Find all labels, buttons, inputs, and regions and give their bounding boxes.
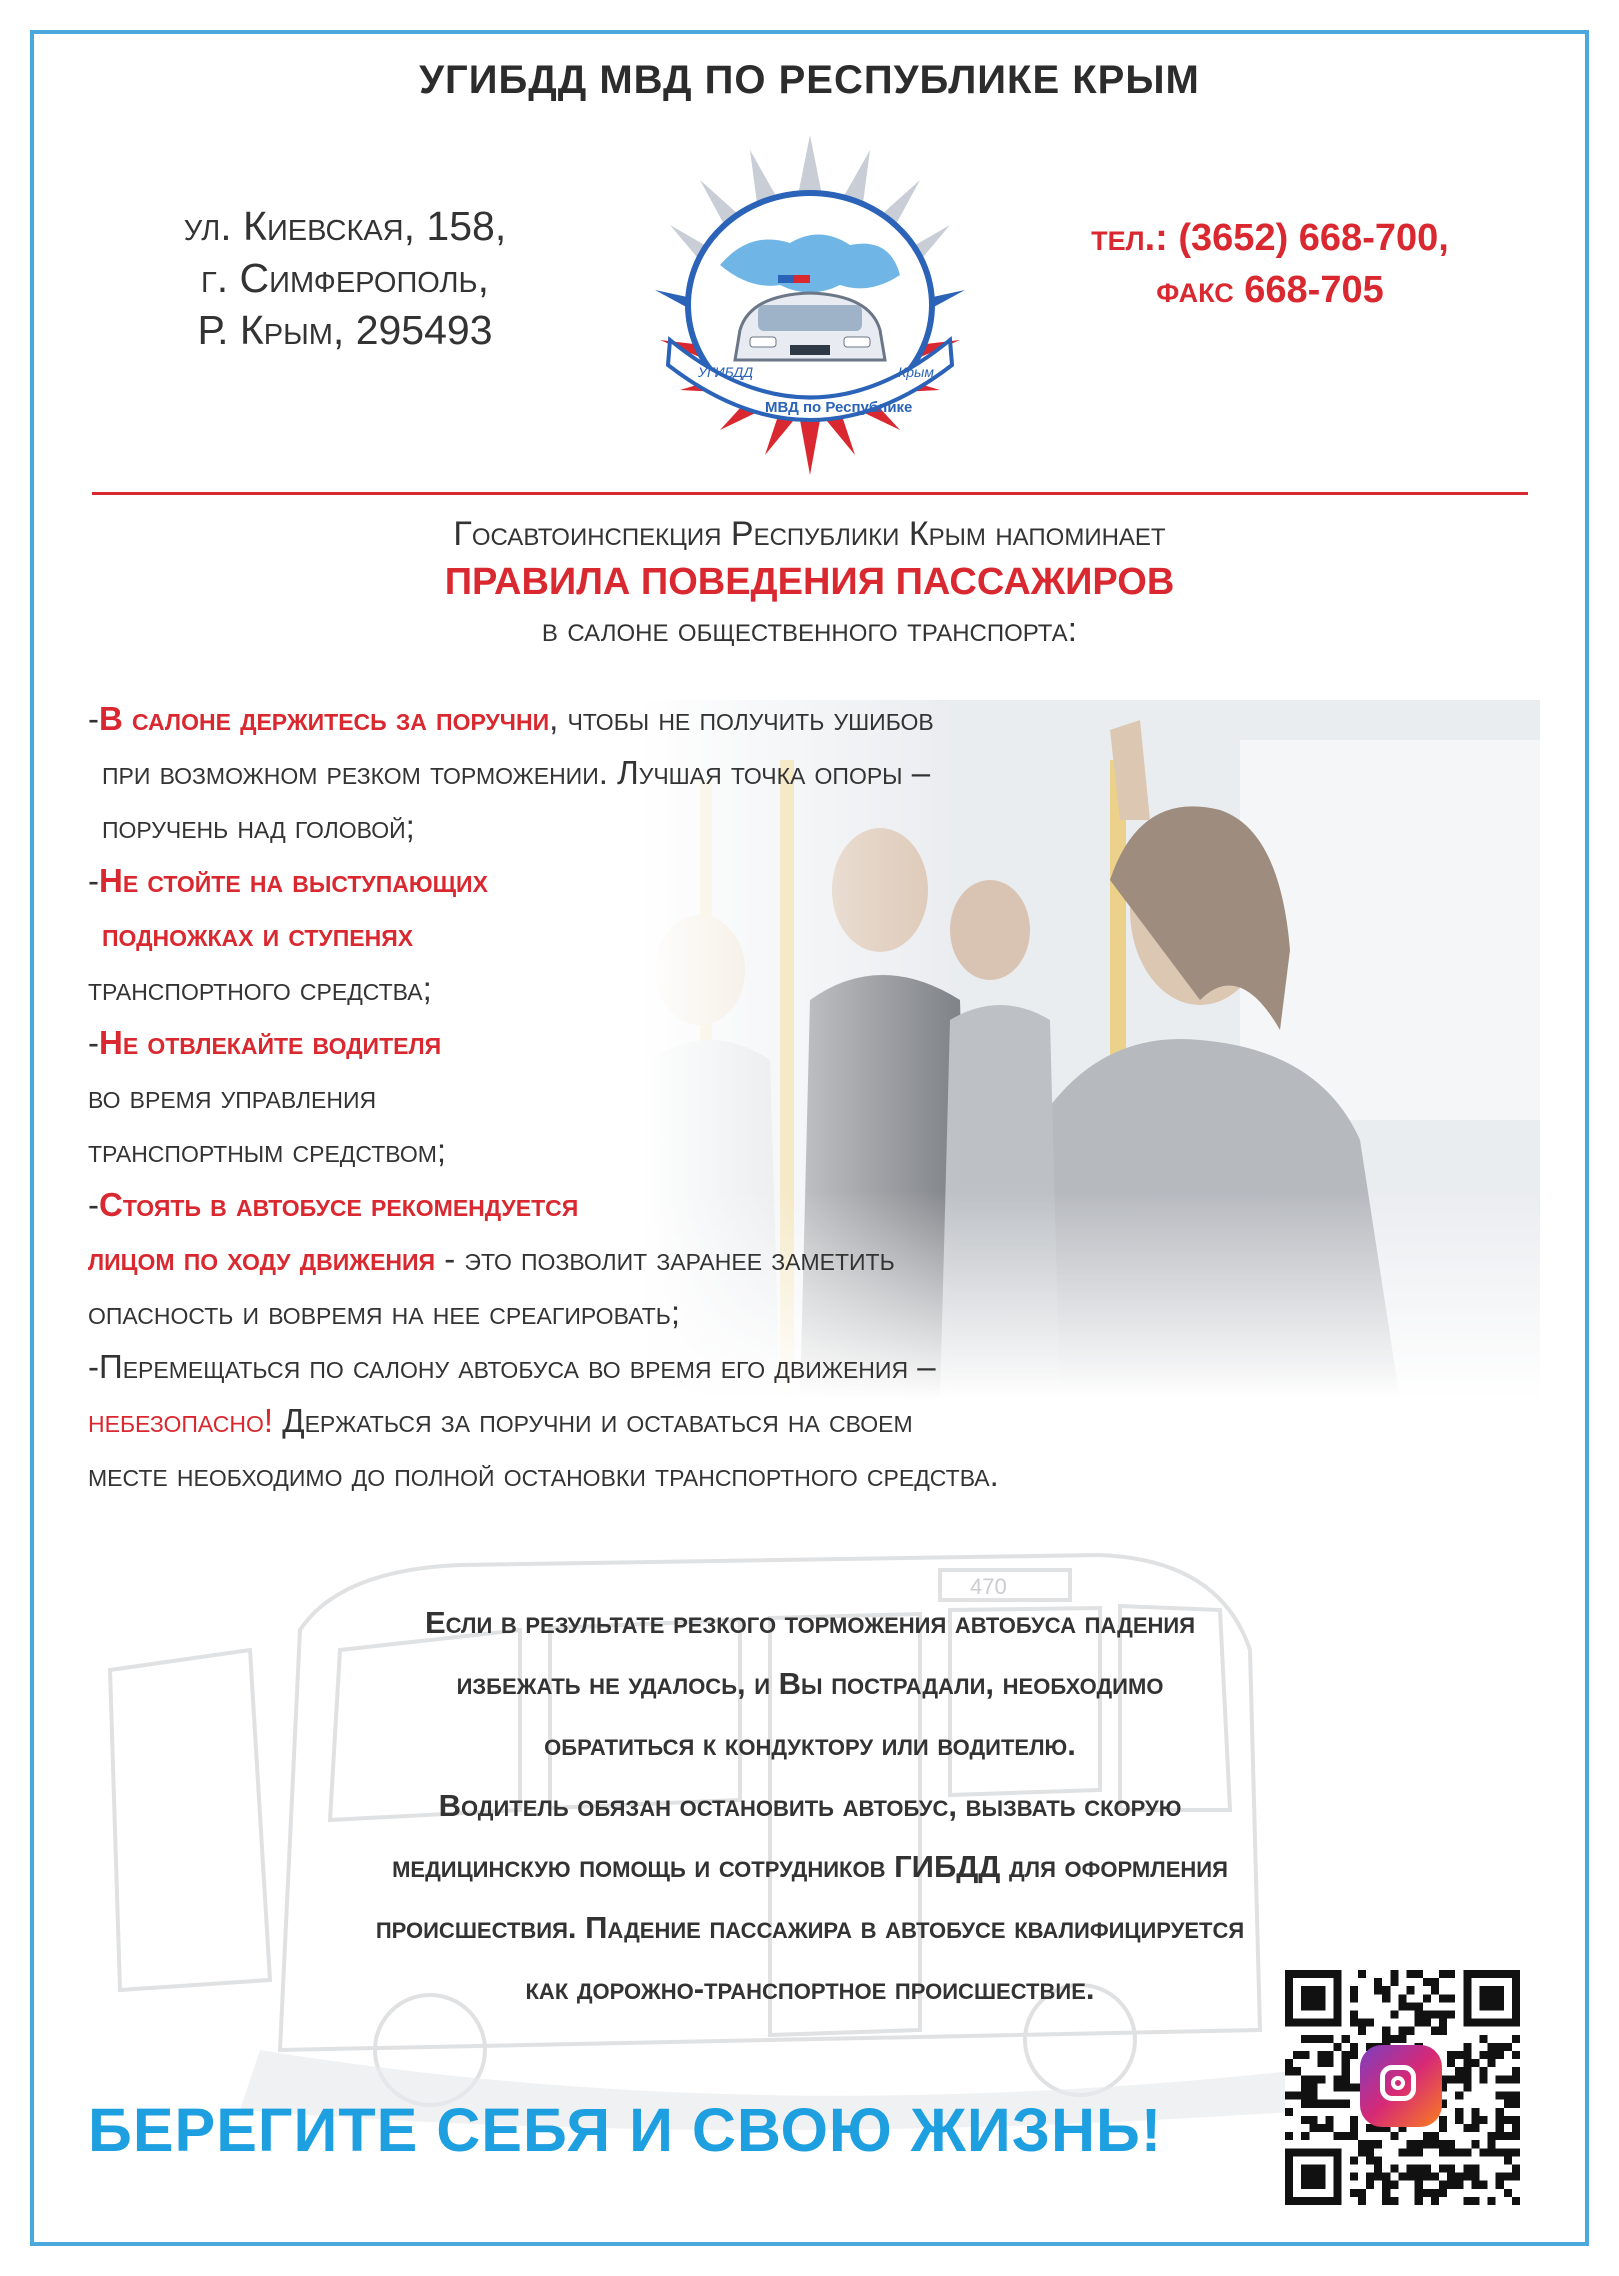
rule-dash: - — [88, 1024, 99, 1061]
rule-highlight: лицом по ходу движения — [88, 1240, 436, 1277]
rule-item — [88, 1016, 1568, 1070]
notice-line: как дорожно-транспортное происшествие. — [525, 1971, 1095, 2006]
rule-item — [88, 854, 1568, 908]
rule-text: Держаться за поручни и оставаться на своем — [273, 1402, 913, 1439]
rule-item — [88, 1178, 1568, 1232]
rule-highlight: Стоять в автобусе рекомендуется — [99, 1186, 579, 1223]
rule-text: во время управления — [88, 1078, 377, 1115]
notice-line: медицинскую помощь и сотрудников ГИБДД для оформления — [392, 1849, 1228, 1884]
intro-subline: в салоне общественного транспорта: — [541, 611, 1078, 649]
rule-item — [88, 1232, 1568, 1286]
rule-text: поручень над головой; — [102, 808, 415, 845]
contacts-block — [1010, 212, 1530, 316]
notice-line: обратиться к кондуктору или водителю. — [544, 1727, 1076, 1762]
rules-list — [88, 692, 1568, 1502]
address-block — [95, 200, 595, 356]
rule-text: - это позволит заранее заметить — [435, 1240, 895, 1277]
rule-item — [88, 692, 1568, 746]
rule-dash: - — [88, 700, 99, 737]
page-title: УГИБДД МВД ПО РЕСПУБЛИКЕ КРЫМ — [419, 58, 1200, 102]
rule-item — [88, 1394, 1568, 1448]
address-street: ул. Киевская, 158, — [183, 203, 507, 249]
rule-text: транспортным средством; — [88, 1132, 447, 1169]
header-divider — [92, 492, 1528, 495]
rule-text: опасность и вовремя на нее среагировать; — [88, 1294, 681, 1331]
instagram-icon[interactable] — [1360, 2045, 1442, 2127]
address-region: Р. Крым, 295493 — [197, 307, 493, 353]
accident-notice — [100, 1592, 1520, 2019]
rules-heading: ПРАВИЛА ПОВЕДЕНИЯ ПАССАЖИРОВ — [444, 561, 1175, 603]
notice-line: избежать не удалось, и Вы пострадали, необходимо — [456, 1666, 1164, 1701]
fax-number: факс 668-705 — [1156, 269, 1384, 311]
rule-text: -Перемещаться по салону автобуса во время его движения – — [88, 1348, 936, 1385]
rule-highlight: Не стойте на выступающих — [99, 862, 488, 899]
intro-line: Госавтоинспекция Республики Крым напоминает — [453, 515, 1166, 553]
address-city: г. Симферополь, — [201, 255, 489, 301]
emblem-left-text: УГИБДД — [698, 364, 754, 380]
rule-highlight: подножках и ступенях — [102, 916, 414, 953]
rule-highlight: В салоне держитесь за поручни — [99, 700, 550, 737]
notice-line: происшествия. Падение пассажира в автобусе квалифицируется — [375, 1910, 1245, 1945]
rule-highlight: Не отвлекайте водителя — [99, 1024, 442, 1061]
rule-text: транспортного средства; — [88, 970, 432, 1007]
footer-slogan: БЕРЕГИТЕ СЕБЯ И СВОЮ ЖИЗНЬ! — [88, 2096, 1163, 2164]
notice-line: Если в результате резкого торможения автобуса падения — [424, 1605, 1195, 1640]
rule-text: при возможном резком торможении. Лучшая точка опоры – — [102, 754, 931, 791]
rule-dash: - — [88, 1186, 99, 1223]
emblem-right-text: Крым — [898, 364, 934, 380]
phone-number: тел.: (3652) 668-700, — [1091, 217, 1449, 259]
ugibdd-emblem — [600, 125, 1020, 485]
rule-text: , чтобы не получить ушибов — [549, 700, 934, 737]
intro-block — [0, 510, 1619, 654]
emblem-center-text: МВД по Республике — [765, 399, 913, 416]
notice-line: Водитель обязан остановить автобус, вызвать скорую — [438, 1788, 1182, 1823]
rule-dash: - — [88, 862, 99, 899]
rule-highlight: небезопасно! — [88, 1402, 274, 1439]
rule-text: месте необходимо до полной остановки транспортного средства. — [88, 1456, 999, 1493]
